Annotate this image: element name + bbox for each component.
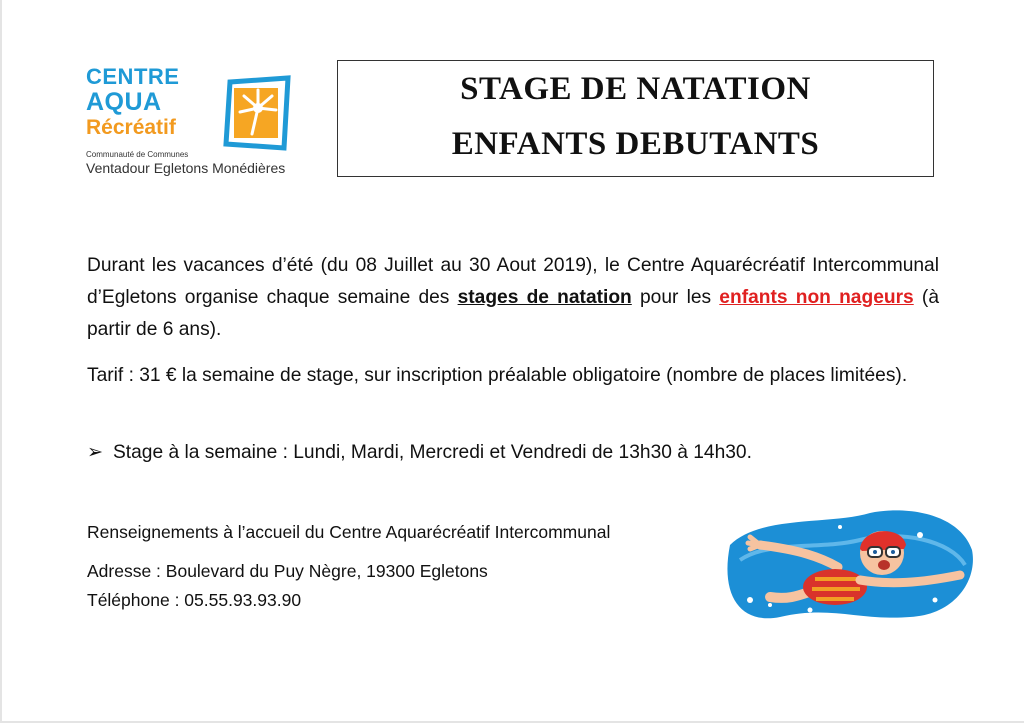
tarif-paragraph: Tarif : 31 € la semaine de stage, sur inscription préalable obligatoire (nombre de places limitées). (87, 365, 908, 386)
info-telephone: Téléphone : 05.55.93.93.90 (87, 590, 302, 610)
centre-aqua-logo (86, 62, 306, 182)
enfants-non-nageurs-emphasis: enfants non nageurs (719, 287, 914, 308)
title-line-1: STAGE DE NATATION (460, 71, 811, 107)
info-renseignements: Renseignements à l’accueil du Centre Aquarécréatif Intercommunal (87, 522, 611, 542)
logo-sun-square-icon (222, 74, 292, 152)
logo-line-aqua: AQUA (86, 88, 162, 116)
title-line-2: ENFANTS DEBUTANTS (451, 126, 820, 162)
logo-line-centre: CENTRE (86, 64, 180, 89)
logo-line-communaute: Communauté de Communes (86, 150, 189, 159)
page-edge-left (0, 0, 2, 723)
info-adresse: Adresse : Boulevard du Puy Nègre, 19300 Egletons (87, 561, 488, 581)
intro-text-a: Durant les vacances d’été (du 08 Juillet au 30 Aout 2019), le Centre Aquarécréatif Intercommunal d’Egletons organise chaque semaine des (87, 255, 939, 308)
logo-line-recreatif: Récréatif (86, 116, 176, 139)
logo-line-ventadour: Ventadour Egletons Monédières (86, 160, 286, 176)
swimming-child-illustration (720, 505, 980, 630)
intro-text-c: (à partir de 6 ans). (87, 287, 939, 340)
schedule-bullet (87, 437, 939, 469)
title-box (337, 60, 934, 177)
intro-paragraph (87, 250, 939, 346)
intro-text-b: pour les (631, 287, 720, 308)
stages-de-natation-emphasis: stages de natation (457, 287, 632, 308)
arrow-bullet-icon: ➢ (87, 442, 104, 463)
schedule-text: Stage à la semaine : Lundi, Mardi, Mercredi et Vendredi de 13h30 à 14h30. (113, 442, 752, 463)
